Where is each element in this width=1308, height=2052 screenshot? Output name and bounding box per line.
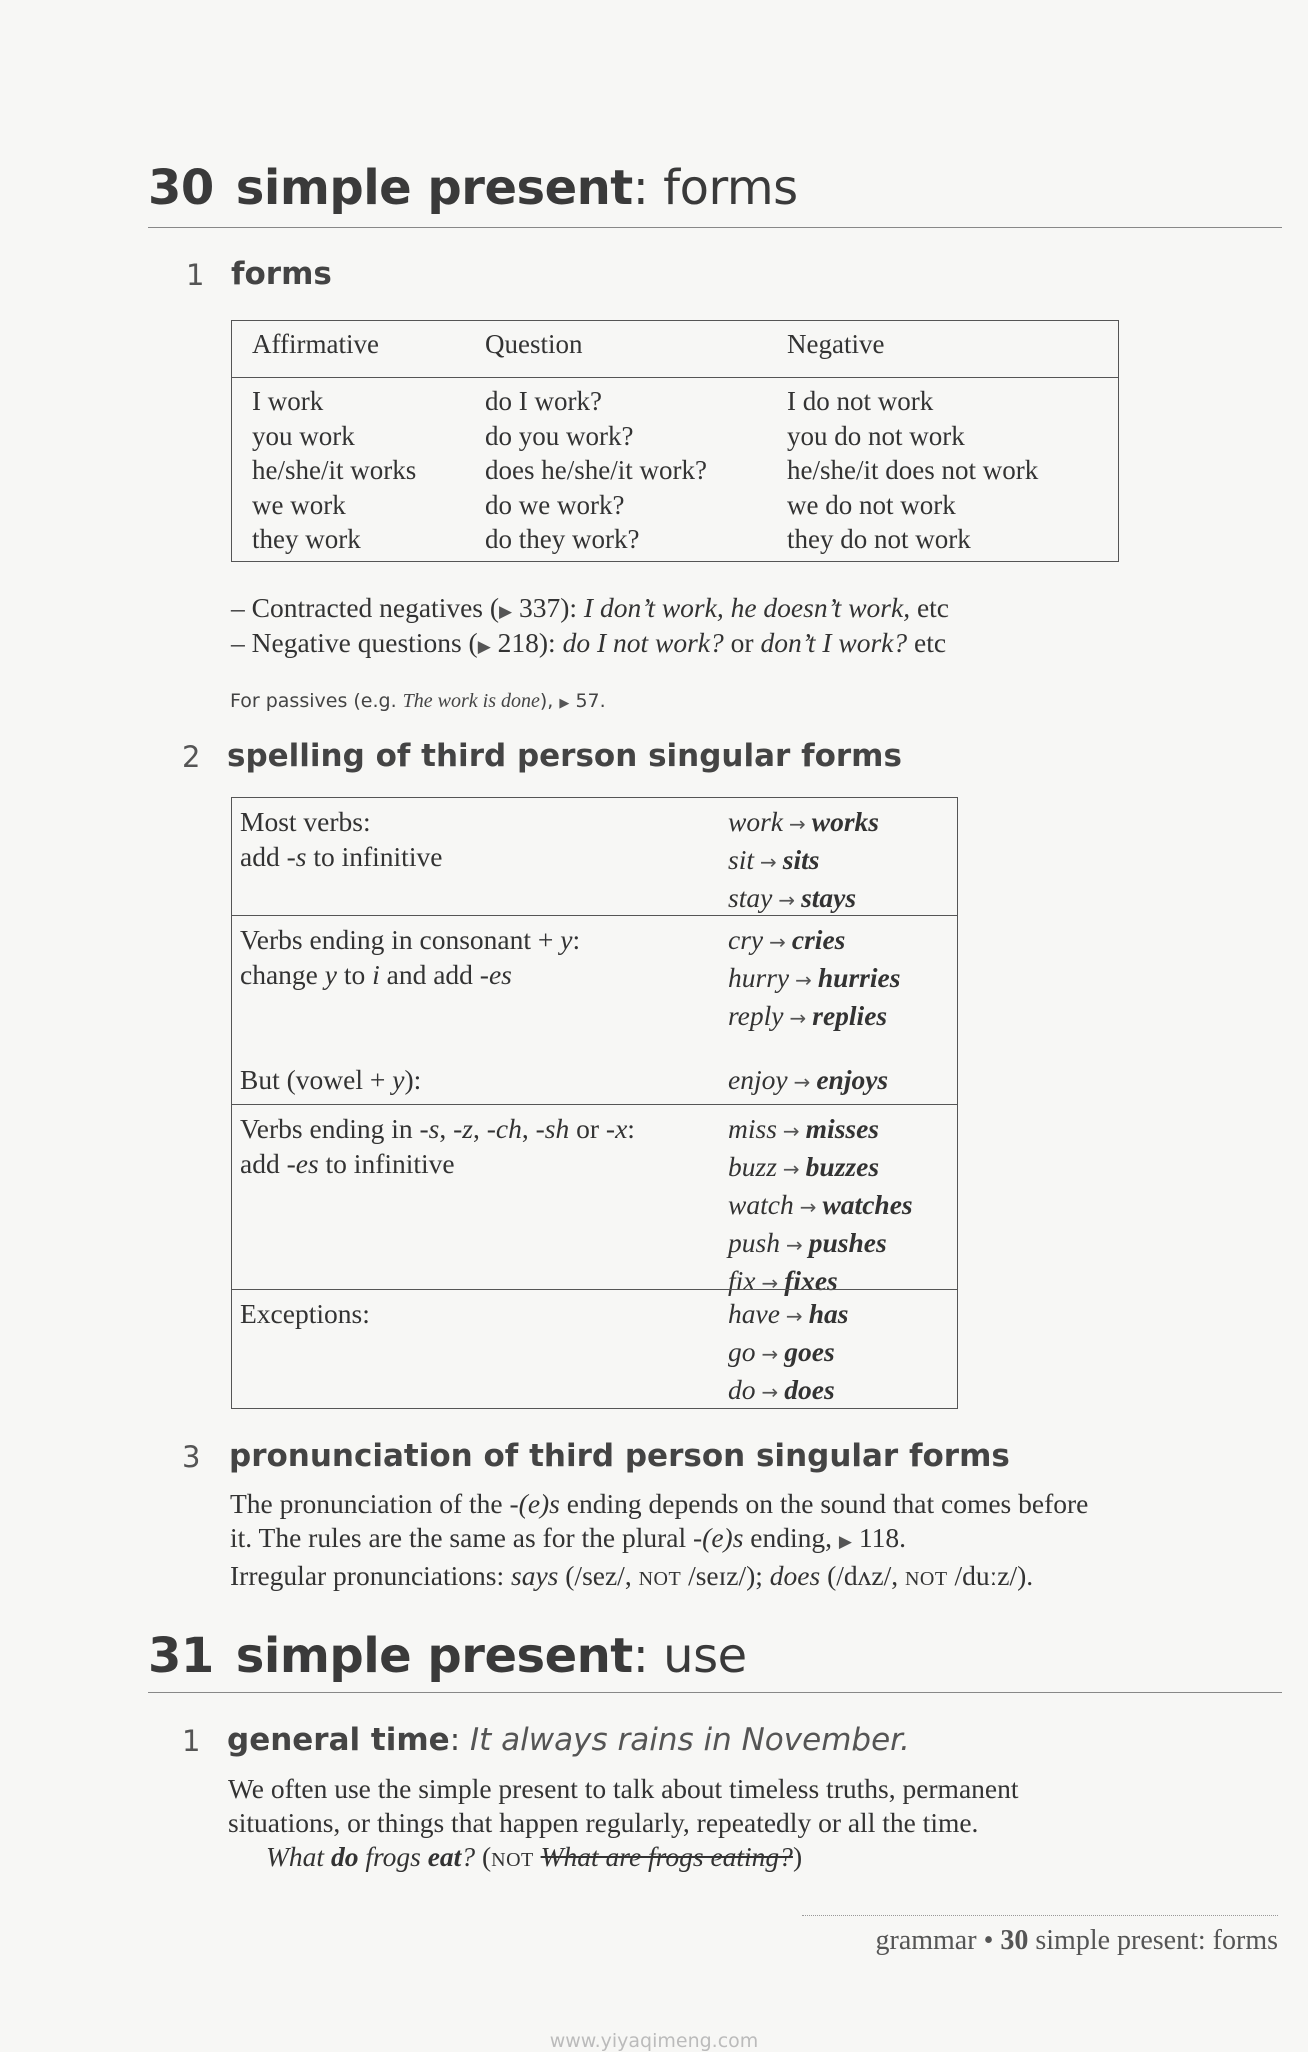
examples-exceptions (728, 1296, 848, 1410)
table-cell: do I work? (485, 386, 602, 416)
example-pair: work → works (728, 806, 880, 837)
examples-consonant-y (728, 922, 900, 1036)
arrow-icon: → (789, 1006, 807, 1030)
example-sentence: What do frogs eat? (NOT What are frogs eating?) (266, 1841, 803, 1872)
example-pair: fix → fixes (728, 1265, 838, 1296)
running-footer: grammar • 30 simple present: forms (875, 1925, 1278, 1956)
arrow-icon: → (761, 1271, 779, 1295)
arrow-icon: → (795, 968, 812, 992)
spelling-table (231, 797, 958, 1409)
arrow-icon: → (789, 812, 806, 836)
reference-arrow-icon: ▶ (838, 1532, 852, 1552)
rule-sibilant-endings: Verbs ending in -s, -z, -ch, -sh or -x: add -es to infinitive (240, 1113, 635, 1179)
header-negative: Negative (787, 329, 885, 359)
pronunciation-paragraph: The pronunciation of the -(e)s ending depends on the sound that comes before it. The rules are the same as for the plural -(e)s ending, ▶ 118. Irregular pronunciations: says (/sez/, NOT /seɪz/); does (/dʌz/, NOT /duːz/). (230, 1488, 1089, 1591)
general-time-paragraph: We often use the simple present to talk about timeless truths, permanent situations, or things that happen regularly, repeatedly or all the time. What do frogs eat? (NOT What are frogs eating?) (228, 1772, 1019, 1877)
table-cell: he/she/it works (252, 455, 417, 485)
example-pair: cry → cries (728, 924, 846, 955)
note-negative-questions: – Negative questions (▶ 218): do I not work? or don’t I work? etc (231, 627, 947, 658)
reference-link-218[interactable]: 218 (497, 627, 539, 658)
arrow-icon: → (785, 1304, 803, 1328)
table-cell: do they work? (485, 524, 640, 554)
reference-arrow-icon: ▶ (559, 696, 570, 711)
table-cell: do you work? (485, 420, 634, 451)
arrow-icon: → (759, 850, 777, 874)
question-column (485, 384, 707, 557)
table-cell: you do not work (787, 420, 965, 451)
reference-arrow-icon: ▶ (499, 602, 513, 622)
row-divider (232, 915, 957, 916)
arrow-icon: → (769, 930, 786, 954)
example-pair: do → does (728, 1374, 835, 1405)
section-1-number: 1 (182, 1724, 201, 1758)
arrow-icon: → (785, 1233, 803, 1257)
rule-consonant-y: Verbs ending in consonant + y: change y to i and add -es (240, 924, 581, 990)
table-cell: they do not work (787, 524, 971, 554)
forms-table (231, 320, 1119, 562)
table-cell: does he/she/it work? (485, 455, 707, 485)
arrow-icon: → (761, 1342, 779, 1366)
row-divider (232, 1104, 957, 1105)
section-2-number: 2 (182, 740, 201, 774)
arrow-icon: → (793, 1070, 811, 1094)
section-2-title: spelling of third person singular forms (227, 738, 902, 774)
example-pair: go → goes (728, 1336, 835, 1367)
section-1-number: 1 (186, 258, 205, 292)
example-pair: watch → watches (728, 1189, 913, 1220)
note-contracted-negatives: – Contracted negatives (▶ 337): I don’t work, he doesn’t work, etc (231, 592, 950, 623)
reference-link-337[interactable]: 337 (518, 592, 561, 623)
reference-link-57[interactable]: 57. (575, 690, 606, 712)
forms-table-header (232, 321, 1118, 378)
example-pair: buzz → buzzes (728, 1151, 880, 1182)
example-pair: hurry → hurries (728, 962, 901, 993)
table-cell: you work (252, 420, 355, 451)
reference-link-118[interactable]: 118. (858, 1522, 906, 1553)
rule-vowel-y: But (vowel + y): (240, 1064, 422, 1095)
examples-most-verbs (728, 804, 879, 918)
examples-sibilant-endings (728, 1111, 913, 1301)
example-pair: have → has (728, 1298, 849, 1329)
watermark: www.yiyaqimeng.com (549, 2030, 759, 2052)
rule-most-verbs: Most verbs: add -s to infinitive (240, 806, 443, 872)
example-pair: stay → stays (728, 882, 857, 913)
section-1-title: forms (231, 256, 332, 292)
table-cell: we work (252, 489, 346, 520)
arrow-icon: → (782, 1157, 800, 1181)
table-cell: I work (252, 386, 324, 416)
table-cell: they work (252, 524, 361, 554)
affirmative-column (252, 384, 416, 557)
table-cell: do we work? (485, 489, 625, 520)
rule-exceptions: Exceptions: (240, 1298, 370, 1329)
arrow-icon: → (782, 1119, 800, 1143)
example-pair: reply → replies (728, 1000, 888, 1031)
unit-30-rule (148, 227, 1282, 228)
header-affirmative: Affirmative (252, 329, 379, 359)
table-cell: he/she/it does not work (787, 455, 1039, 485)
table-cell: I do not work (787, 386, 934, 416)
example-pair: miss → misses (728, 1113, 880, 1144)
unit-31-rule (148, 1692, 1282, 1693)
arrow-icon: → (799, 1195, 817, 1219)
section-general-time-title: general time: It always rains in November. (227, 1722, 910, 1758)
reference-arrow-icon: ▶ (477, 637, 491, 657)
example-pair: push → pushes (728, 1227, 887, 1258)
unit-31-title: 31 simple present: use (148, 1628, 747, 1684)
unit-30-title: 30 simple present: forms (148, 160, 798, 216)
negative-column (787, 384, 1038, 557)
section-3-number: 3 (182, 1440, 201, 1474)
footer-divider (802, 1915, 1278, 1916)
arrow-icon: → (761, 1380, 779, 1404)
arrow-icon: → (778, 888, 796, 912)
example-pair: enjoy → enjoys (728, 1064, 889, 1095)
row-divider (232, 1289, 957, 1290)
header-question: Question (485, 329, 583, 359)
section-3-title: pronunciation of third person singular forms (229, 1438, 1010, 1474)
example-pair: sit → sits (728, 844, 820, 875)
note-passives: For passives (e.g. The work is done), ▶ 57. (230, 690, 606, 712)
table-cell: we do not work (787, 489, 956, 520)
